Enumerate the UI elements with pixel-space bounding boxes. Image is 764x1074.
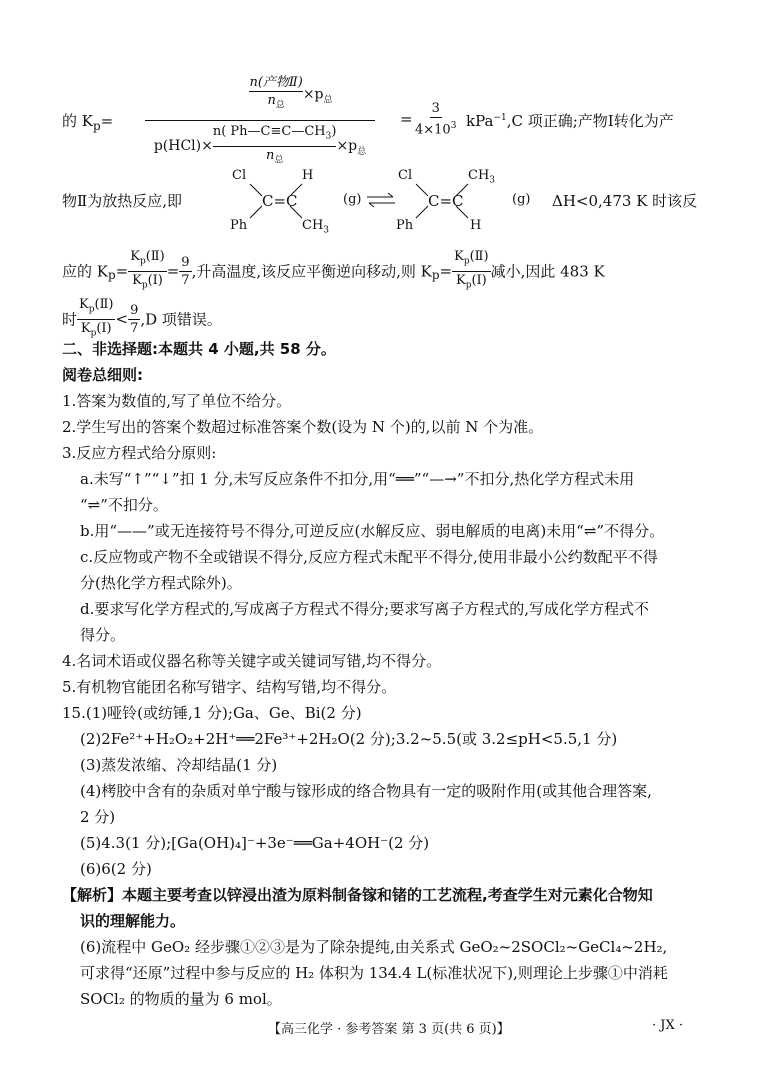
analysis-line-5: SOCl₂ 的物质的量为 6 mol。: [80, 990, 282, 1008]
eq-sign: =: [400, 110, 413, 128]
kp-tail: kPa$^{-1}$,C 项正确;产物Ⅰ转化为产: [466, 112, 674, 130]
q15-answer-5: (5)4.3(1 分);[Ga(OH)₄]⁻+3e⁻══Ga+4OH⁻(2 分): [80, 834, 430, 852]
analysis-tag: 【解析】: [62, 886, 123, 904]
right-bonds: [406, 182, 486, 222]
rule-3a-cont: “⇌”不扣分。: [80, 496, 168, 514]
kp-ratio-line: 应的 $K_p=$ $\frac{K_p(Ⅱ)}{K_p(Ⅰ)}$ = $\frac{9}{7}$ ,升高温度,该反应平衡逆向移动,则 $K_p=$ $\frac{K_p(Ⅱ)}{K_p(Ⅰ)}$ 减小,因此 483 K: [62, 249, 605, 291]
q15-answer-4-cont: 2 分): [80, 808, 116, 826]
q15-answer-6: (6)6(2 分): [80, 860, 152, 878]
rule-3d-cont: 得分。: [80, 626, 126, 644]
result-fraction: $\frac{3}{4\times 10^3}$: [415, 101, 457, 138]
rule-5: 5.有机物官能团名称写错字、结构写错,均不得分。: [62, 678, 397, 696]
left-bonds: [240, 182, 320, 222]
phase-g-1: (g): [343, 192, 362, 207]
conclusion-line: 时 $\frac{K_p(Ⅱ)}{K_p(Ⅰ)}$ < $\frac{9}{7}$ ,D 项错误。: [62, 297, 222, 339]
kp-prefix: 的 $K_p=$: [62, 112, 114, 133]
analysis-line-3: (6)流程中 GeO₂ 经步骤①②③是为了除杂提纯,由关系式 GeO₂~2SOCl₂~GeCl₄~2H₂,: [80, 938, 668, 956]
q15-answer-4: (4)栲胶中含有的杂质对单宁酸与镓形成的络合物具有一定的吸附作用(或其他合理答案,: [80, 782, 652, 800]
rule-3: 3.反应方程式给分原则:: [62, 444, 217, 462]
analysis-line-2: 识的理解能力。: [80, 912, 186, 930]
section-title: 二、非选择题:本题共 4 小题,共 58 分。: [62, 340, 336, 358]
rule-3c: c.反应物或产物不全或错误不得分,反应方程式未配平不得分,使用非最小公约数配平不得: [80, 548, 658, 566]
q15-answer-1: 15.(1)哑铃(或纺锤,1 分);Ga、Ge、Bi(2 分): [62, 704, 362, 722]
rule-3a: a.未写“↑”“↓”扣 1 分,未写反应条件不扣分,用“══”“—→”不扣分,热化学方程式未用: [80, 470, 635, 488]
reaction-lead: 物Ⅱ为放热反应,即: [62, 192, 182, 210]
kp-fraction: n(产物Ⅱ) $n_总$ $\times p_总$ p(HCl)× n( $Ph—C\equiv C—CH_3$) $n_总$ $\times p_总$: [145, 74, 375, 167]
delta-h-text: ΔH<0,473 K 时该反: [552, 192, 698, 210]
analysis-line-1: 【解析】本题主要考查以锌浸出渣为原料制备镓和锗的工艺流程,考查学生对元素化合物知: [62, 886, 653, 904]
rule-3d: d.要求写化学方程式的,写成离子方程式不得分;要求写离子方程式的,写成化学方程式不: [80, 600, 649, 618]
equilibrium-arrow-icon: [365, 192, 397, 208]
q15-answer-2: (2)2Fe²⁺+H₂O₂+2H⁺══2Fe³⁺+2H₂O(2 分);3.2~5.5(或 3.2≤pH<5.5,1 分): [80, 730, 618, 748]
rule-3c-cont: 分(热化学方程式除外)。: [80, 574, 242, 592]
rule-4: 4.名词术语或仪器名称等关键字或关键词写错,均不得分。: [62, 652, 442, 670]
page-footer: 【高三化学 · 参考答案 第 3 页(共 6 页)】: [268, 1022, 510, 1037]
phase-g-2: (g): [512, 192, 531, 207]
rule-1: 1.答案为数值的,写了单位不给分。: [62, 392, 292, 410]
analysis-line-4: 可求得“还原”过程中参与反应的 H₂ 体积为 134.4 L(标准状况下),则理论上步骤①中消耗: [80, 964, 668, 982]
q15-answer-3: (3)蒸发浓缩、冷却结晶(1 分): [80, 756, 278, 774]
footer-code: · JX ·: [652, 1018, 683, 1033]
rule-3b: b.用“——”或无连接符号不得分,可逆反应(水解反应、弱电解质的电离)未用“⇌”不得分。: [80, 522, 665, 540]
rule-2: 2.学生写出的答案个数超过标准答案个数(设为 N 个)的,以前 N 个为准。: [62, 418, 544, 436]
rules-title: 阅卷总细则:: [62, 366, 143, 384]
